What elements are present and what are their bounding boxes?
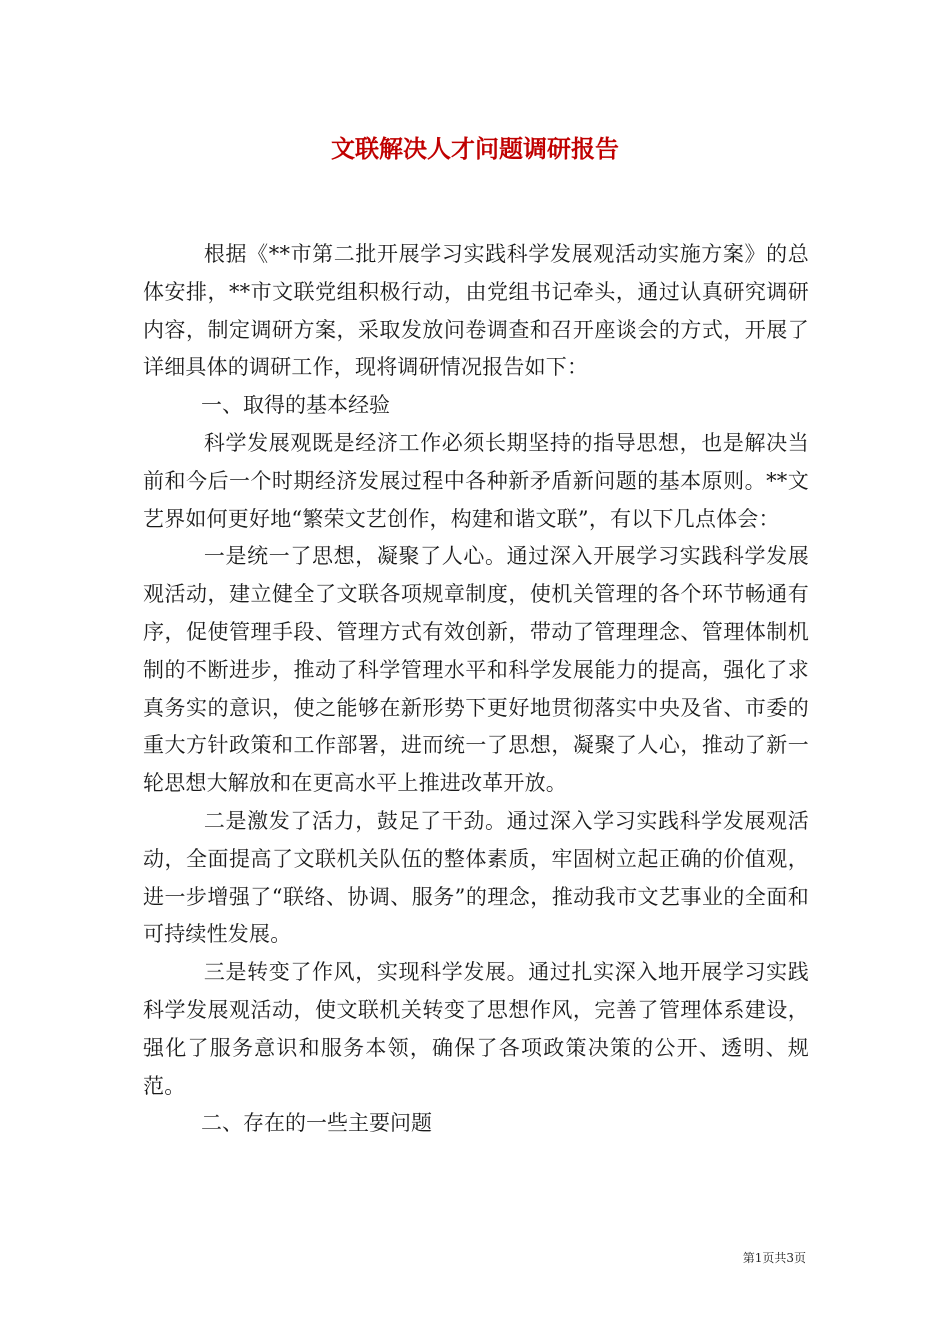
point-three-paragraph: 三是转变了作风，实现科学发展。通过扎实深入地开展学习实践科学发展观活动，使文联机关转变了思想作风，完善了管理体系建设，强化了服务意识和服务本领，确保了各项政策决策的公开、透明、规范。 [143,960,809,1098]
section-heading-experience: 一、取得的基本经验 [201,393,390,418]
point-one-paragraph: 一是统一了思想，凝聚了人心。通过深入开展学习实践科学发展观活动，建立健全了文联各项规章制度，使机关管理的各个环节畅通有序，促使管理手段、管理方式有效创新，带动了管理理念、管理体制机制的不断进步，推动了科学管理水平和科学发展能力的提高，强化了求真务实的意识，使之能够在新形势下更好地贯彻落实中央及省、市委的重大方针政策和工作部署，进而统一了思想，凝聚了人心，推动了新一轮思想大解放和在更高水平上推进改革开放。 [143,544,809,796]
intro-paragraph: 根据《**市第二批开展学习实践科学发展观活动实施方案》的总体安排，**市文联党组积极行动，由党组书记牵头，通过认真研究调研内容，制定调研方案，采取发放问卷调查和召开座谈会的方式，开展了详细具体的调研工作，现将调研情况报告如下： [143,242,809,380]
point-two-paragraph: 二是激发了活力，鼓足了干劲。通过深入学习实践科学发展观活动，全面提高了文联机关队伍的整体素质，牢固树立起正确的价值观，进一步增强了“联络、协调、服务”的理念，推动我市文艺事业的全面和可持续性发展。 [143,808,809,947]
experience-paragraph: 科学发展观既是经济工作必须长期坚持的指导思想，也是解决当前和今后一个时期经济发展过程中各种新矛盾新问题的基本原则。**文艺界如何更好地“繁荣文艺创作，构建和谐文联”，有以下几点体会： [143,430,809,531]
section-heading-problems: 二、存在的一些主要问题 [201,1111,432,1136]
page-number-footer: 第1页共3页 [742,1251,806,1265]
document-body [143,236,809,1143]
document-title: 文联解决人才问题调研报告 [331,134,619,163]
